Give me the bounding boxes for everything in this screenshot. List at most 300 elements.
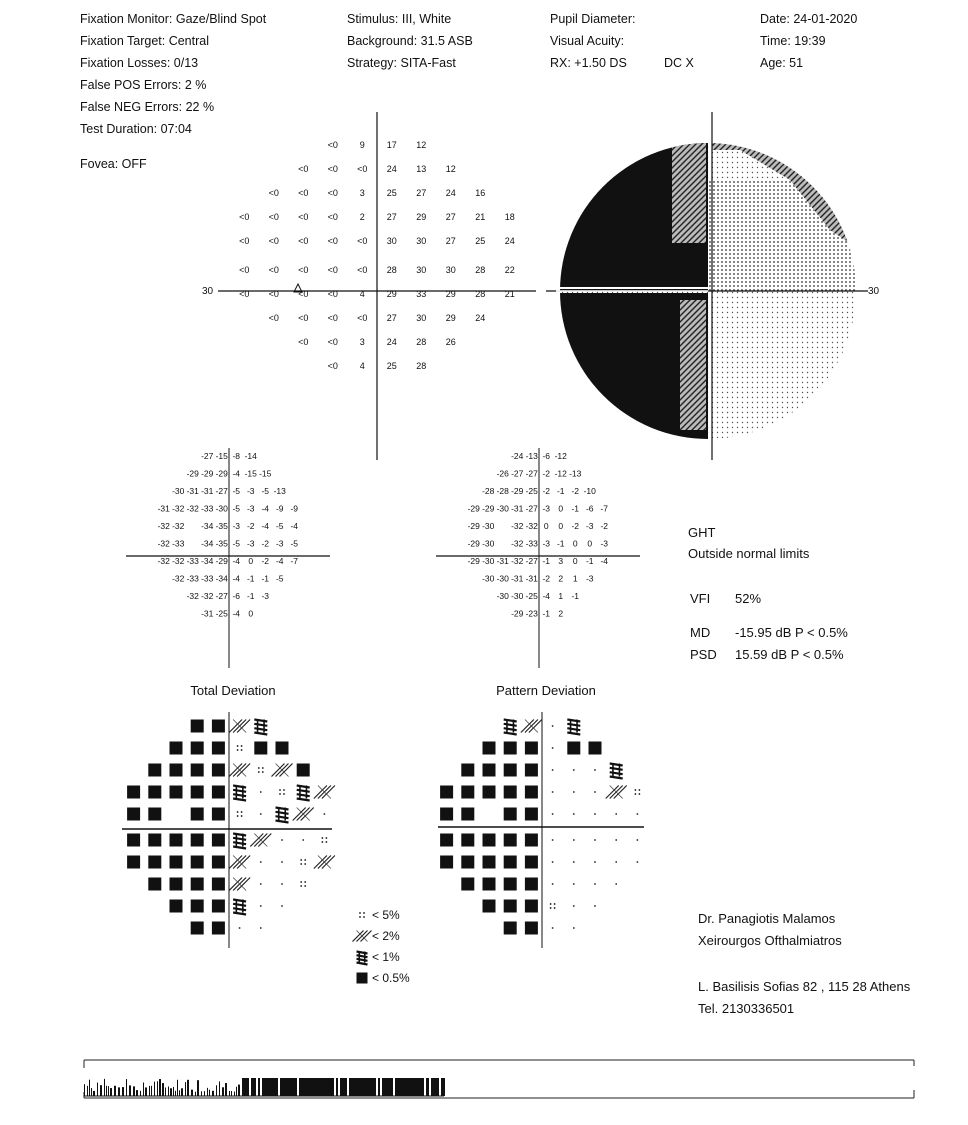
value-cell: -4 (261, 521, 270, 531)
prob-symbol-normal (281, 905, 283, 907)
value-cell: <0 (298, 212, 309, 222)
value-cell: 0 (248, 608, 254, 619)
value-cell: -32 (172, 521, 185, 531)
value-cell: 25 (386, 361, 397, 371)
doctor-title: Xeirourgos Ofthalmiatros (698, 933, 842, 948)
prob-symbol-0-5 (483, 764, 496, 777)
prob-symbol-2 (293, 808, 314, 821)
value-cell: -31 (525, 573, 538, 584)
value-cell: <0 (298, 188, 309, 198)
value-cell: 30 (445, 265, 456, 275)
prob-symbol-normal (552, 883, 554, 885)
value-cell: 24 (386, 164, 397, 174)
prob-symbol-normal (637, 839, 639, 841)
prob-symbol-5 (322, 837, 328, 843)
value-cell: -1 (556, 486, 565, 496)
value-cell: -10 (583, 486, 596, 496)
value-cell: -27 (525, 503, 538, 514)
prob-symbol-1 (610, 764, 623, 779)
test-date: Date: 24-01-2020 (760, 12, 858, 26)
value-cell: -27 (511, 468, 524, 479)
prob-symbol-0-5 (170, 878, 183, 891)
grayscale-axis-label-right: 30 (868, 286, 880, 297)
value-cell: <0 (268, 265, 279, 275)
value-cell: -28 (482, 486, 495, 496)
value-cell: -2 (571, 521, 580, 531)
test-duration: Test Duration: 07:04 (80, 122, 192, 136)
value-cell: -5 (275, 573, 284, 584)
value-cell: -4 (290, 521, 299, 531)
value-cell: -30 (496, 591, 509, 601)
prob-symbol-normal (573, 883, 575, 885)
value-cell: 4 (359, 361, 365, 371)
value-cell: <0 (327, 289, 338, 299)
value-cell: <0 (239, 212, 250, 222)
value-cell: 26 (445, 337, 456, 347)
prob-symbol-0-5 (148, 878, 161, 891)
pattern-deviation-title: Pattern Deviation (496, 683, 596, 698)
prob-symbol-normal (615, 861, 617, 863)
vfi-value: 52% (735, 591, 762, 606)
value-cell: <0 (239, 289, 250, 299)
value-cell: 30 (416, 236, 427, 246)
doctor-name: Dr. Panagiotis Malamos (698, 911, 836, 926)
value-cell: -4 (232, 573, 241, 584)
value-cell: -30 (482, 573, 495, 584)
prob-symbol-normal (594, 791, 596, 793)
prob-symbol-0-5 (191, 922, 204, 935)
prob-symbol-0-5 (170, 834, 183, 847)
prob-symbol-0-5 (191, 834, 204, 847)
value-cell: 21 (504, 289, 515, 299)
value-cell: -31 (496, 556, 509, 566)
value-cell: -30 (496, 573, 509, 584)
value-cell: -32 (186, 503, 199, 514)
prob-symbol-normal (260, 813, 262, 815)
prob-symbol-0-5 (461, 764, 474, 777)
prob-symbol-0-5 (440, 856, 453, 869)
value-cell: -29 (201, 468, 214, 479)
value-cell: <0 (327, 361, 338, 371)
value-cell: -32 (511, 521, 524, 531)
value-cell: -4 (232, 468, 241, 479)
value-cell: -31 (157, 503, 170, 514)
prob-symbol-0-5 (504, 856, 517, 869)
value-cell: -31 (511, 503, 524, 514)
value-cell: -2 (542, 468, 551, 479)
value-cell: -29 (467, 556, 480, 566)
value-cell: -4 (261, 503, 270, 514)
value-cell: 12 (445, 164, 456, 174)
value-cell: 17 (386, 140, 397, 150)
legend-label: < 0.5% (372, 971, 410, 985)
total-deviation-axes (126, 448, 330, 668)
value-cell: 28 (475, 265, 486, 275)
prob-symbol-0-5 (525, 922, 538, 935)
prob-symbol-0-5 (212, 856, 225, 869)
value-cell: -30 (215, 503, 228, 514)
prob-symbol-0-5 (212, 808, 225, 821)
value-cell: 0 (543, 521, 549, 531)
value-cell: -15 (244, 468, 257, 479)
value-cell: -3 (261, 591, 270, 601)
prob-symbol-0-5 (148, 834, 161, 847)
value-cell: -30 (511, 591, 524, 601)
prob-symbol-0-5 (461, 786, 474, 799)
threshold-axis-label-left: 30 (202, 286, 214, 297)
value-cell: 0 (572, 556, 578, 566)
value-cell: <0 (327, 140, 338, 150)
prob-symbol-0-5 (504, 900, 517, 913)
value-cell: <0 (357, 313, 368, 323)
prob-symbol-0-5 (483, 742, 496, 755)
value-cell: -2 (261, 538, 270, 549)
value-cell: -29 (467, 538, 480, 549)
prob-symbol-0-5 (148, 764, 161, 777)
prob-symbol-0-5 (525, 764, 538, 777)
ght-label: GHT (688, 525, 716, 540)
total-deviation-values (158, 451, 299, 619)
value-cell: -31 (201, 486, 214, 496)
prob-symbol-0-5 (525, 856, 538, 869)
prob-symbol-normal (573, 839, 575, 841)
prob-symbol-normal (637, 813, 639, 815)
value-cell: -15 (215, 451, 228, 461)
prob-symbol-normal (637, 861, 639, 863)
value-cell: -27 (215, 486, 228, 496)
value-cell: 24 (386, 337, 397, 347)
value-cell: <0 (268, 313, 279, 323)
prob-symbol-0-5 (525, 808, 538, 821)
prob-symbol-0-5 (191, 720, 204, 733)
value-cell: -2 (246, 521, 255, 531)
value-cell: -34 (201, 538, 214, 549)
value-cell: <0 (239, 236, 250, 246)
value-cell: -32 (525, 521, 538, 531)
value-cell: <0 (298, 337, 309, 347)
value-cell: -2 (600, 521, 609, 531)
value-cell: -5 (232, 486, 241, 496)
prob-symbol-0-5 (191, 900, 204, 913)
stimulus: Stimulus: III, White (347, 12, 452, 26)
value-cell: -32 (186, 591, 199, 601)
prob-symbol-0-5 (212, 720, 225, 733)
value-cell: <0 (327, 188, 338, 198)
value-cell: <0 (357, 236, 368, 246)
prob-symbol-0-5 (276, 742, 289, 755)
prob-symbol-5 (237, 811, 243, 817)
value-cell: 24 (475, 313, 486, 323)
prob-symbol-0-5 (483, 878, 496, 891)
value-cell: -3 (542, 503, 551, 514)
value-cell: -3 (232, 521, 241, 531)
value-cell: -3 (542, 538, 551, 549)
value-cell: 12 (416, 140, 427, 150)
value-cell: -2 (261, 556, 270, 566)
probability-legend (353, 908, 411, 985)
value-cell: -32 (157, 556, 170, 566)
value-cell: <0 (357, 265, 368, 275)
value-cell: 25 (475, 236, 486, 246)
value-cell: <0 (327, 212, 338, 222)
value-cell: -25 (525, 486, 538, 496)
value-cell: -25 (525, 591, 538, 601)
value-cell: 27 (386, 313, 397, 323)
prob-symbol-0-5 (212, 878, 225, 891)
prob-symbol-1 (567, 720, 580, 735)
dc-value: DC X (664, 56, 694, 70)
prob-symbol-normal (281, 883, 283, 885)
value-cell: <0 (298, 236, 309, 246)
value-cell: -32 (201, 591, 214, 601)
prob-symbol-0-5 (148, 856, 161, 869)
value-cell: -29 (467, 503, 480, 514)
prob-symbol-5 (237, 745, 243, 751)
prob-symbol-0-5 (567, 742, 580, 755)
value-cell: 27 (386, 212, 397, 222)
value-cell: -29 (215, 468, 228, 479)
prob-symbol-2 (521, 720, 542, 733)
prob-symbol-5 (300, 881, 306, 887)
value-cell: -31 (201, 608, 214, 619)
value-cell: <0 (298, 164, 309, 174)
value-cell: 25 (386, 188, 397, 198)
prob-symbol-normal (573, 861, 575, 863)
value-cell: -29 (511, 486, 524, 496)
prob-symbol-normal (552, 725, 554, 727)
prob-symbol-0-5 (483, 856, 496, 869)
total-deviation-prob-axes (122, 712, 332, 948)
value-cell: -27 (525, 556, 538, 566)
background: Background: 31.5 ASB (347, 34, 473, 48)
value-cell: -26 (496, 468, 509, 479)
prob-symbol-5 (279, 789, 285, 795)
prob-symbol-0-5 (170, 856, 183, 869)
value-cell: -13 (525, 451, 538, 461)
prob-symbol-0-5 (191, 786, 204, 799)
prob-symbol-normal (260, 861, 262, 863)
value-cell: -5 (275, 521, 284, 531)
prob-symbol-0-5 (170, 786, 183, 799)
value-cell: -13 (273, 486, 286, 496)
prob-symbol-0-5 (525, 900, 538, 913)
prob-symbol-0-5 (525, 834, 538, 847)
prob-symbol-0-5 (483, 834, 496, 847)
prob-symbol-5 (300, 859, 306, 865)
value-cell: -35 (215, 521, 228, 531)
value-cell: -3 (275, 538, 284, 549)
value-cell: -28 (496, 486, 509, 496)
value-cell: -33 (201, 503, 214, 514)
value-cell: -1 (246, 591, 255, 601)
value-cell: 0 (558, 503, 564, 514)
legend-label: < 2% (372, 929, 400, 943)
value-cell: 30 (416, 265, 427, 275)
psd-value: 15.59 dB P < 0.5% (735, 647, 844, 662)
prob-symbol-0-5 (254, 742, 267, 755)
value-cell: -1 (261, 573, 270, 584)
value-cell: -1 (542, 608, 551, 619)
value-cell: <0 (268, 188, 279, 198)
value-cell: 4 (359, 289, 365, 299)
value-cell: -4 (275, 556, 284, 566)
prob-symbol-normal (573, 769, 575, 771)
value-cell: 28 (416, 337, 427, 347)
value-cell: 24 (445, 188, 456, 198)
value-cell: -29 (511, 608, 524, 619)
value-cell: 1 (558, 591, 564, 601)
value-cell: -6 (232, 591, 241, 601)
prob-symbol-0-5 (170, 900, 183, 913)
value-cell: -3 (246, 486, 255, 496)
prob-symbol-0-5 (525, 742, 538, 755)
fixation-monitor: Fixation Monitor: Gaze/Blind Spot (80, 12, 267, 26)
prob-symbol-0-5 (212, 786, 225, 799)
prob-symbol-normal (552, 927, 554, 929)
value-cell: -32 (511, 538, 524, 549)
prob-symbol-1 (276, 808, 289, 823)
value-cell: -31 (511, 573, 524, 584)
value-cell: 29 (445, 313, 456, 323)
value-cell: -3 (246, 503, 255, 514)
prob-symbol-normal (573, 791, 575, 793)
value-cell: -4 (542, 591, 551, 601)
prob-symbol-normal (239, 927, 241, 929)
prob-symbol-normal (573, 905, 575, 907)
psd-label: PSD (690, 647, 717, 662)
prob-symbol-normal (324, 813, 326, 815)
value-cell: 24 (504, 236, 515, 246)
value-cell: -24 (511, 451, 524, 461)
prob-symbol-0-5 (191, 764, 204, 777)
value-cell: 0 (572, 538, 578, 549)
value-cell: <0 (298, 289, 309, 299)
value-cell: <0 (357, 164, 368, 174)
value-cell: -4 (232, 556, 241, 566)
value-cell: <0 (268, 289, 279, 299)
prob-symbol-1 (233, 900, 246, 915)
prob-symbol-normal (615, 839, 617, 841)
prob-symbol-normal (594, 813, 596, 815)
fixation-losses: Fixation Losses: 0/13 (80, 56, 199, 70)
prob-symbol-normal (302, 839, 304, 841)
pupil-diameter: Pupil Diameter: (550, 12, 636, 26)
prob-symbol-normal (260, 927, 262, 929)
md-value: -15.95 dB P < 0.5% (735, 625, 848, 640)
prob-symbol-normal (552, 861, 554, 863)
value-cell: -32 (157, 521, 170, 531)
value-cell: 13 (416, 164, 427, 174)
value-cell: 0 (587, 538, 593, 549)
total-deviation-probability-map (127, 720, 335, 935)
value-cell: -7 (600, 503, 609, 514)
prob-symbol-2 (272, 764, 293, 777)
pattern-deviation-prob-axes (438, 712, 644, 948)
prob-symbol-0-5 (191, 878, 204, 891)
value-cell: -6 (542, 451, 551, 461)
prob-symbol-2 (353, 931, 372, 942)
prob-symbol-2 (229, 856, 250, 869)
value-cell: -12 (554, 468, 567, 479)
value-cell: -32 (172, 573, 185, 584)
prob-symbol-normal (552, 813, 554, 815)
value-cell: 9 (359, 140, 365, 150)
value-cell: -35 (215, 538, 228, 549)
prob-symbol-0-5 (148, 808, 161, 821)
prob-symbol-5 (550, 903, 556, 909)
value-cell: -2 (542, 573, 551, 584)
value-cell: -33 (186, 556, 199, 566)
doctor-address: L. Basilisis Sofias 82 , 115 28 Athens (698, 979, 911, 994)
prob-symbol-0-5 (212, 922, 225, 935)
prob-symbol-normal (594, 861, 596, 863)
prob-symbol-2 (606, 786, 627, 799)
value-cell: -1 (246, 573, 255, 584)
prob-symbol-0-5 (589, 742, 602, 755)
gaze-tracker (84, 1060, 914, 1098)
value-cell: 21 (475, 212, 486, 222)
prob-symbol-1 (504, 720, 517, 735)
value-cell: 3 (359, 188, 365, 198)
prob-symbol-5 (635, 789, 641, 795)
value-cell: <0 (327, 236, 338, 246)
prob-symbol-0-5 (127, 834, 140, 847)
prob-symbol-0-5 (525, 786, 538, 799)
prob-symbol-0-5 (483, 900, 496, 913)
value-cell: 16 (475, 188, 486, 198)
prob-symbol-0-5 (504, 808, 517, 821)
value-cell: -9 (275, 503, 284, 514)
prob-symbol-0-5 (127, 808, 140, 821)
pattern-deviation-values (468, 451, 609, 619)
value-cell: 28 (386, 265, 397, 275)
fixation-target: Fixation Target: Central (80, 34, 209, 48)
test-time: Time: 19:39 (760, 34, 826, 48)
grayscale-plot (546, 112, 868, 460)
value-cell: <0 (327, 337, 338, 347)
prob-symbol-0-5 (504, 834, 517, 847)
prob-symbol-0-5 (212, 742, 225, 755)
prob-symbol-1 (254, 720, 267, 735)
value-cell: 0 (558, 521, 564, 531)
total-deviation-title: Total Deviation (190, 683, 276, 698)
value-cell: -29 (482, 503, 495, 514)
value-cell: -31 (186, 486, 199, 496)
prob-symbol-1 (233, 834, 246, 849)
value-cell: <0 (327, 265, 338, 275)
value-cell: -5 (232, 503, 241, 514)
prob-symbol-0-5 (440, 808, 453, 821)
value-cell: -1 (556, 538, 565, 549)
prob-symbol-0-5 (504, 786, 517, 799)
prob-symbol-2 (229, 720, 250, 733)
value-cell: -7 (290, 556, 299, 566)
prob-symbol-normal (281, 861, 283, 863)
prob-symbol-0-5 (504, 764, 517, 777)
value-cell: -27 (525, 468, 538, 479)
prob-symbol-2 (314, 786, 335, 799)
value-cell: -2 (571, 486, 580, 496)
rx-value: RX: +1.50 DS (550, 56, 627, 70)
prob-symbol-normal (281, 839, 283, 841)
value-cell: <0 (298, 313, 309, 323)
value-cell: 27 (416, 188, 427, 198)
value-cell: 28 (475, 289, 486, 299)
value-cell: -5 (261, 486, 270, 496)
value-cell: -29 (186, 468, 199, 479)
value-cell: -25 (215, 608, 228, 619)
prob-symbol-0-5 (440, 834, 453, 847)
